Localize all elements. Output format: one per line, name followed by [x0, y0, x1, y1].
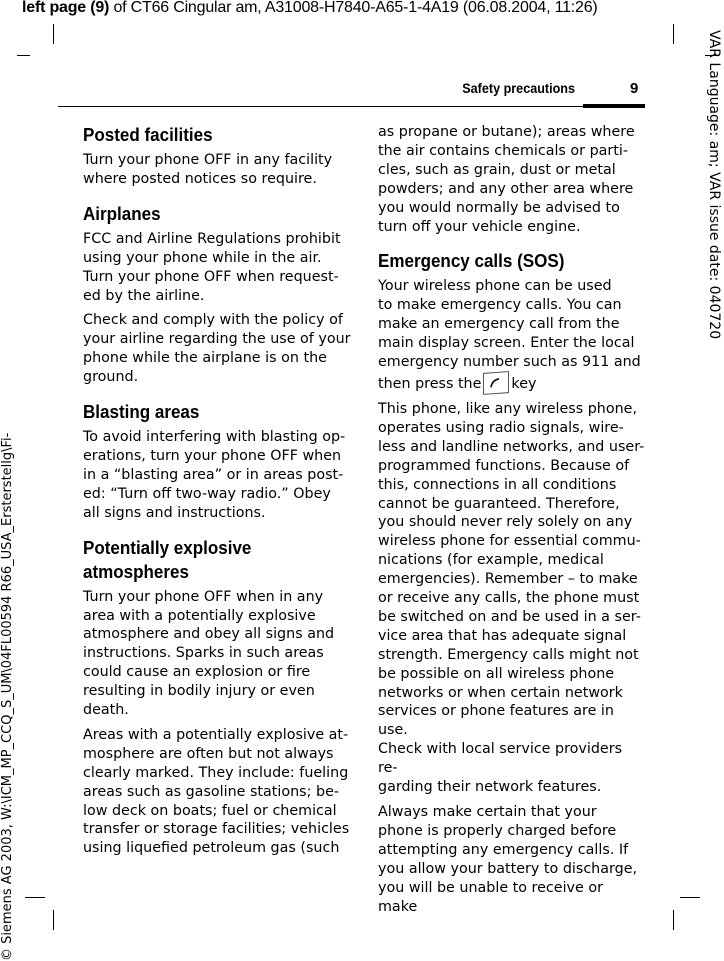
crop-mark: [25, 897, 45, 898]
side-info-left: © Siemens AG 2003, W:\ICM_MP_CCQ_S_UM\04FL00594 R66_USA_Ersterstellg\Fi-: [0, 432, 15, 961]
crop-mark: [17, 55, 30, 56]
side-info-right: VAR Language: am; VAR issue date: 040720: [706, 30, 722, 340]
heading-emergency-calls: Emergency calls (SOS): [378, 250, 565, 272]
print-info-text: of CT66 Cingular am, A31008-H7840-A65-1-4A19 (06.08.2004, 11:26): [109, 0, 598, 16]
header-rule-accent: [583, 104, 645, 108]
paragraph: FCC and Airline Regulations prohibit using your phone while in the air. Turn your phone OFF when request- ed by the airline.: [83, 230, 341, 304]
crop-mark: [53, 910, 54, 930]
running-header: Safety precautions: [462, 80, 575, 96]
heading-blasting-areas: Blasting areas: [83, 401, 200, 423]
crop-mark: [53, 24, 54, 44]
paragraph: Always make certain that your phone is properly charged before attempting any emergency calls. If you allow your battery to discharge, you will be unable to receive or make: [378, 804, 638, 915]
paragraph: Turn your phone OFF when in any area with a potentially explosive atmosphere and obey all signs and instructions. Sparks in such areas could cause an explosion or fire resulting in bodily injury or even death.: [83, 588, 335, 719]
paragraph: Check and comply with the policy of your airline regarding the use of your phone while the airplane is on the ground.: [83, 312, 351, 386]
paragraph: This phone, like any wireless phone, operates using radio signals, wire- less and landline networks, and user- programmed functions. Because of this, connections in all conditions cannot be guaranteed. Therefore, you should never rely solely on any wireless phone for essential commu- nications (for example, medical emergencies). Remember – to make or receive any calls, the phone must be switched on and be used in a ser- vice area that has adequate signal strength. Emergency calls might not be possible on all wireless phone networks or when certain network services or phone features are in use. Check with local service providers re- garding their network features.: [378, 400, 645, 796]
heading-explosive-atmospheres: Potentially explosive atmospheres: [83, 536, 252, 582]
heading-posted-facilities: Posted facilities: [83, 124, 213, 145]
left-column: [83, 123, 351, 864]
paragraph: Turn your phone OFF in any facility where posted notices so require.: [83, 152, 333, 187]
paragraph: Areas with a potentially explosive at- mosphere are often but not always clearly marked. They include: fueling areas such as gasoline stations; be- low deck on boats; fuel or chemical transfer or storage facilities; vehicles using liquefied petroleum gas (such: [83, 726, 350, 857]
page-number: 9: [630, 80, 639, 97]
paragraph-emergency: [378, 277, 646, 394]
print-info-bold: left page (9): [22, 0, 110, 16]
paragraph-text: Your wireless phone can be used to make emergency calls. You can make an emergency call from the main display screen. Enter the local emergency number such as 911 and then press the: [378, 278, 641, 392]
paragraph: as propane or butane); areas where the air contains chemicals or parti- cles, such as grain, dust or metal powders; and any other area where you would normally be advised to turn off your vehicle engine.: [378, 124, 635, 235]
crop-mark: [673, 24, 674, 44]
paragraph-text: key: [511, 375, 537, 392]
paragraph: To avoid interfering with blasting op- erations, turn your phone OFF when in a “blasting area” or in areas post- ed: “Turn off two-way radio.” Obey all signs and instructions.: [83, 429, 346, 521]
header-rule: [58, 106, 645, 107]
heading-airplanes: Airplanes: [83, 202, 161, 224]
print-info-line: [22, 0, 598, 17]
call-key-icon: [483, 371, 509, 395]
crop-mark: [680, 897, 700, 898]
right-column: [378, 123, 646, 922]
crop-mark: [673, 910, 674, 930]
